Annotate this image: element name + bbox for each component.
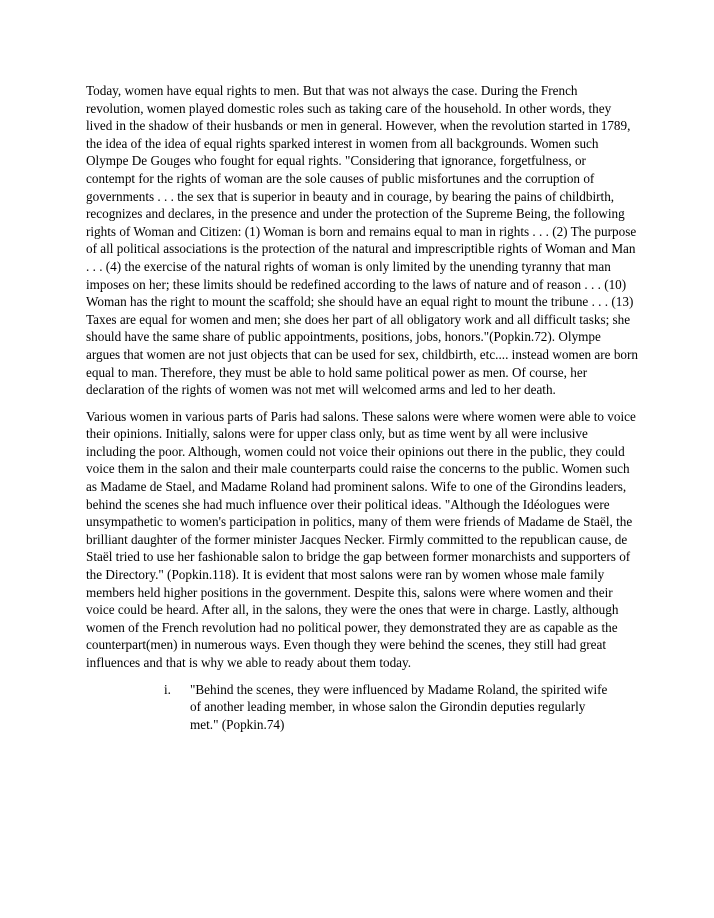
list-item-text: "Behind the scenes, they were influenced by Madame Roland, the spirited wife of another leading member, in whose salon the Girondin deputies regularly met." (Popkin.74)	[190, 681, 608, 732]
paragraph-olympe-de-gouges: Today, women have equal rights to men. But that was not always the case. During the French revolution, women played domestic roles such as taking care of the household. In other words, they lived in the shadow of their husbands or men in general. However, when the revolution started in 1789, the idea of the idea of equal rights sparked interest in women from all backgrounds. Women such Olympe De Gouges who fought for equal rights. "Considering that ignorance, forgetfulness, or contempt for the rights of woman are the sole causes of public misfortunes and the corruption of governments . . . the sex that is superior in beauty and in courage, by bearing the pains of childbirth, recognizes and declares, in the presence and under the protection of the Supreme Being, the following rights of Woman and Citizen: (1) Woman is born and remains equal to man in rights . . . (2) The purpose of all political associations is the protection of the natural and imprescriptible rights of Woman and Man . . . (4) the exercise of the natural rights of woman is only limited by the unending tyranny that man imposes on her; these limits should be redefined according to the laws of nature and of reason . . . (10) Woman has the right to mount the scaffold; she should have an equal right to mount the tribune . . . (13) Taxes are equal for women and men; she does her part of all obligatory work and all difficult tasks; she should have the same share of public appointments, positions, jobs, honors."(Popkin.72). Olympe argues that women are not just objects that can be used for sex, childbirth, etc.... instead women are born equal to man. Therefore, they must be able to hold same political power as men. Of course, her declaration of the rights of women was not met will welcomed arms and led to her death.	[86, 83, 639, 398]
paragraph-salons: Various women in various parts of Paris had salons. These salons were where women were able to voice their opinions. Initially, salons were for upper class only, but as time went by all were inclusive including the poor. Although, women could not voice their opinions out there in the public, they could voice them in the salon and their male counterparts could raise the concerns to the public. Women such as Madame de Stael, and Madame Roland had prominent salons. Wife to one of the Girondins leaders, behind the scenes she had much influence over their political ideas. "Although the Idéologues were unsympathetic to women's participation in politics, many of them were friends of Madame de Staël, the brilliant daughter of the former minister Jacques Necker. Firmly committed to the republican cause, de Staël tried to use her fashionable salon to bridge the gap between former monarchists and supporters of the Directory." (Popkin.118). It is evident that most salons were ran by women whose male family members held higher positions in the government. Despite this, salons were where women and their voice could be heard. After all, in the salons, they were the ones that were in charge. Lastly, although women of the French revolution had no political power, they demonstrated they are as capable as the counterpart(men) in numerous ways. Even though they were behind the scenes, they still had great influences and that is why we able to ready about them today.	[86, 408, 636, 670]
list-item	[86, 681, 638, 734]
document-body	[86, 82, 638, 733]
list-marker: i.	[164, 681, 171, 697]
quote-list	[86, 681, 638, 734]
